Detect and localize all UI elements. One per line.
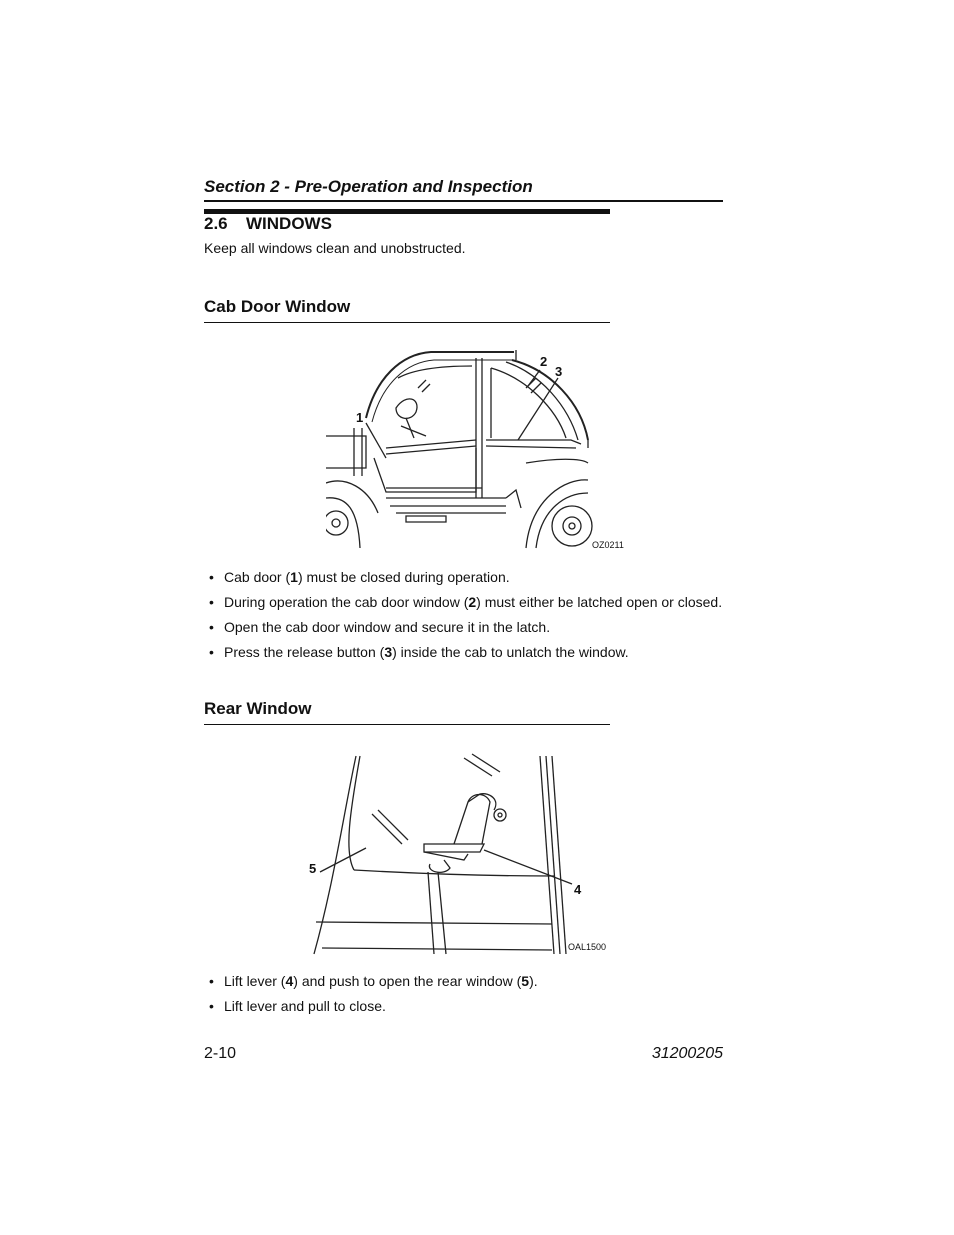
cab-door-figure [326,348,626,554]
cab-door-rule [204,322,610,323]
rear-window-heading: Rear Window [204,699,312,718]
callout-4: 4 [574,882,582,897]
section-title: Section 2 - Pre-Operation and Inspection [204,177,533,196]
callout-2: 2 [540,354,548,369]
callout-3: 3 [555,364,563,379]
list-item: • Press the release button (3) inside the cab to unlatch the window. [209,644,629,660]
list-item: • During operation the cab door window (2) must either be latched open or closed. [209,594,723,610]
rear-window-bullets [204,972,538,1022]
cab-door-heading: Cab Door Window [204,297,351,316]
list-item: • Lift lever and pull to close. [209,998,386,1014]
rear-window-figure [304,752,614,958]
callout-5: 5 [309,861,317,876]
figure-code-oz0211: OZ0211 [592,540,624,550]
callout-1: 1 [356,410,364,425]
header-rule [204,200,723,202]
section-number: 2.6 [204,214,228,233]
document-number: 31200205 [651,1045,723,1062]
intro-text: Keep all windows clean and unobstructed. [204,240,466,256]
section-heading [204,214,332,234]
rear-window-rule [204,724,610,725]
list-item: • Open the cab door window and secure it in the latch. [209,619,551,635]
list-item: • Lift lever (4) and push to open the rear window (5). [209,973,538,989]
page-number: 2-10 [204,1045,237,1062]
figure-code-oal1500: OAL1500 [568,942,607,952]
cab-door-bullets [204,568,722,668]
section-heading-title: WINDOWS [246,214,332,233]
list-item: • Cab door (1) must be closed during operation. [209,569,510,585]
